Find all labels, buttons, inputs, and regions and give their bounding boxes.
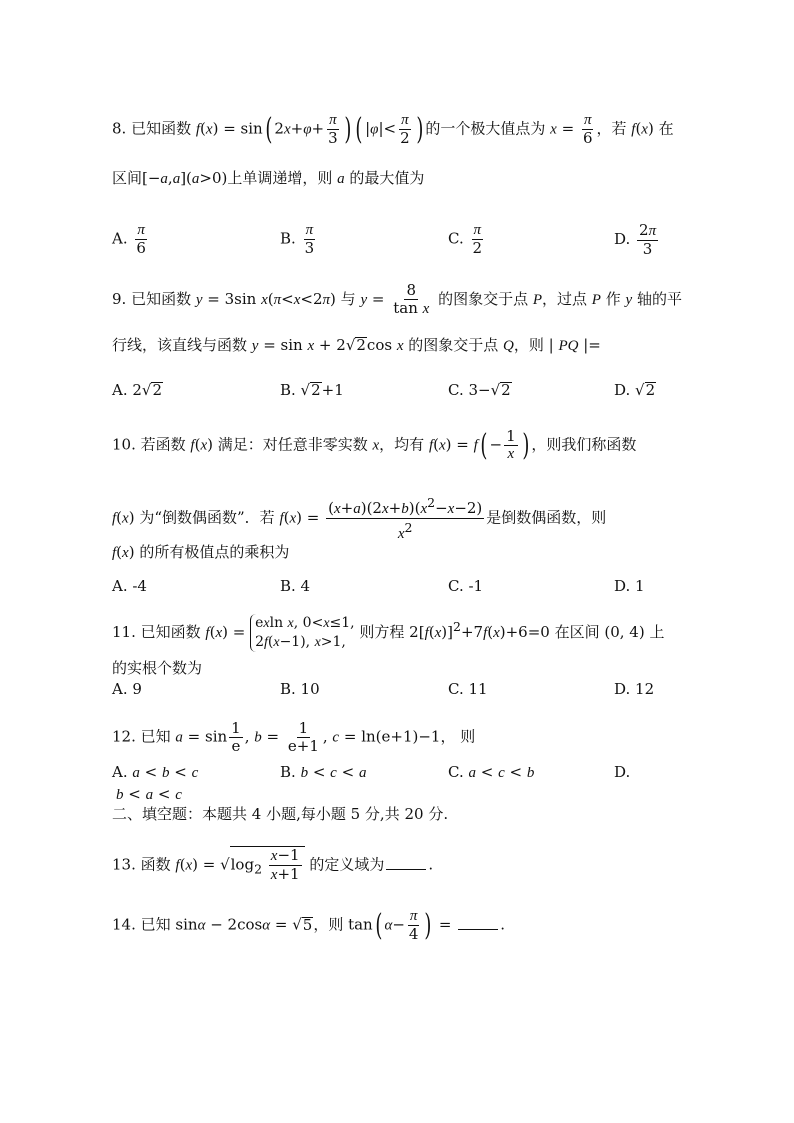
q11-line1: 11. 已知函数 f(x) = exln x, 0<x≤1, 2f(x−1), x>1, 则方程 $2[f(x)]^2+7f(x)+6=0$ 在区间 (0, 4) 上 xyxy=(112,615,665,650)
q12-option-b: B. b < c < a xyxy=(280,763,367,781)
q8-option-d: D. $\frac{2\pi}{3}$ xyxy=(614,221,657,258)
q9-line2: 行线，该直线与函数 y = sin x + 2√2cos x 的图象交于点 Q，则 | PQ |= xyxy=(112,336,601,354)
q11-option-b: B. 10 xyxy=(280,680,320,698)
q11-option-a: A. 9 xyxy=(112,680,142,698)
q10-option-a: A. -4 xyxy=(112,577,147,595)
q8-line2: 区间[−a,a](a>0)上单调递增，则 a 的最大值为 xyxy=(112,169,425,187)
q9-option-b: B. √2+1 xyxy=(280,381,344,399)
q11-option-d: D. 12 xyxy=(614,680,655,698)
q10-option-c: C. -1 xyxy=(448,577,484,595)
q9-option-d: D. √2 xyxy=(614,381,656,399)
q14-answer-blank[interactable] xyxy=(458,917,498,930)
q8-option-c: C. $\frac{\pi}{2}$ xyxy=(448,222,483,257)
q13-answer-blank[interactable] xyxy=(386,857,426,870)
q12-option-a: A. a < b < c xyxy=(112,763,199,781)
q10-option-d: D. 1 xyxy=(614,577,645,595)
q9-option-a: A. 2√2 xyxy=(112,381,163,399)
q8-prefix: 8. 已知函数 xyxy=(112,119,192,138)
q9-option-c: C. 3−√2 xyxy=(448,381,511,399)
q12-option-d: b < a < c xyxy=(116,785,182,803)
q12-line1: 12. 已知 a = sin $\frac{1}{e}$ , b = $\frac{1}{e+1}$ , c = ln(e+1)−1， 则 xyxy=(112,719,476,755)
q9-line1: 9. 已知函数 y = 3sin x(π<x<2π) 与 y = $\frac{8}{\text{tan x}}$ 的图象交于点 P，过点 P 作 y 轴的平 xyxy=(112,281,682,317)
q11-option-c: C. 11 xyxy=(448,680,488,698)
q12-option-c: C. a < c < b xyxy=(448,763,535,781)
q8-option-b: B. $\frac{\pi}{3}$ xyxy=(280,222,315,257)
q10-line3: f(x) 的所有极值点的乘积为 xyxy=(112,543,290,561)
q8-option-a: A. $\frac{\pi}{6}$ xyxy=(112,222,146,257)
section-2-heading: 二、填空题：本题共 4 小题,每小题 5 分,共 20 分. xyxy=(112,805,449,823)
q10-line2: f(x) 为“倒数偶函数”．若 f(x) = $\frac{(x+a)(2x+b)(x^2-x-2)}{x^2}$ 是倒数偶函数，则 xyxy=(112,495,607,542)
q8-line1: 8. 已知函数 f(x) = sin( 2x+φ+ $\frac{\pi}{3}$ ) ( |φ|< $\frac{\pi}{2}$ ) 的一个极大值点为 x = $\frac{\pi}{6}$ ，若 f(x) 在 xyxy=(112,111,674,147)
q14: 14. 已知 sinα − 2cosα = √5，则 tan( α− $\frac{\pi}{4}$ ) = . xyxy=(112,907,506,943)
q13: 13. 函数 $f(x) = √\log_2$ $\frac{x-1}{x+1}$ 的定义域为 . xyxy=(112,846,434,883)
q10-option-b: B. 4 xyxy=(280,577,311,595)
q11-line2: 的实根个数为 xyxy=(112,659,203,677)
q8-mid: 的一个极大值点为 xyxy=(425,119,546,138)
q10-line1: 10. 若函数 f(x) 满足：对任意非零实数 x，均有 f(x) = f( − $\frac{1}{x}$ ) ，则我们称函数 xyxy=(112,427,637,463)
q12-option-d-label: D. xyxy=(614,763,631,781)
